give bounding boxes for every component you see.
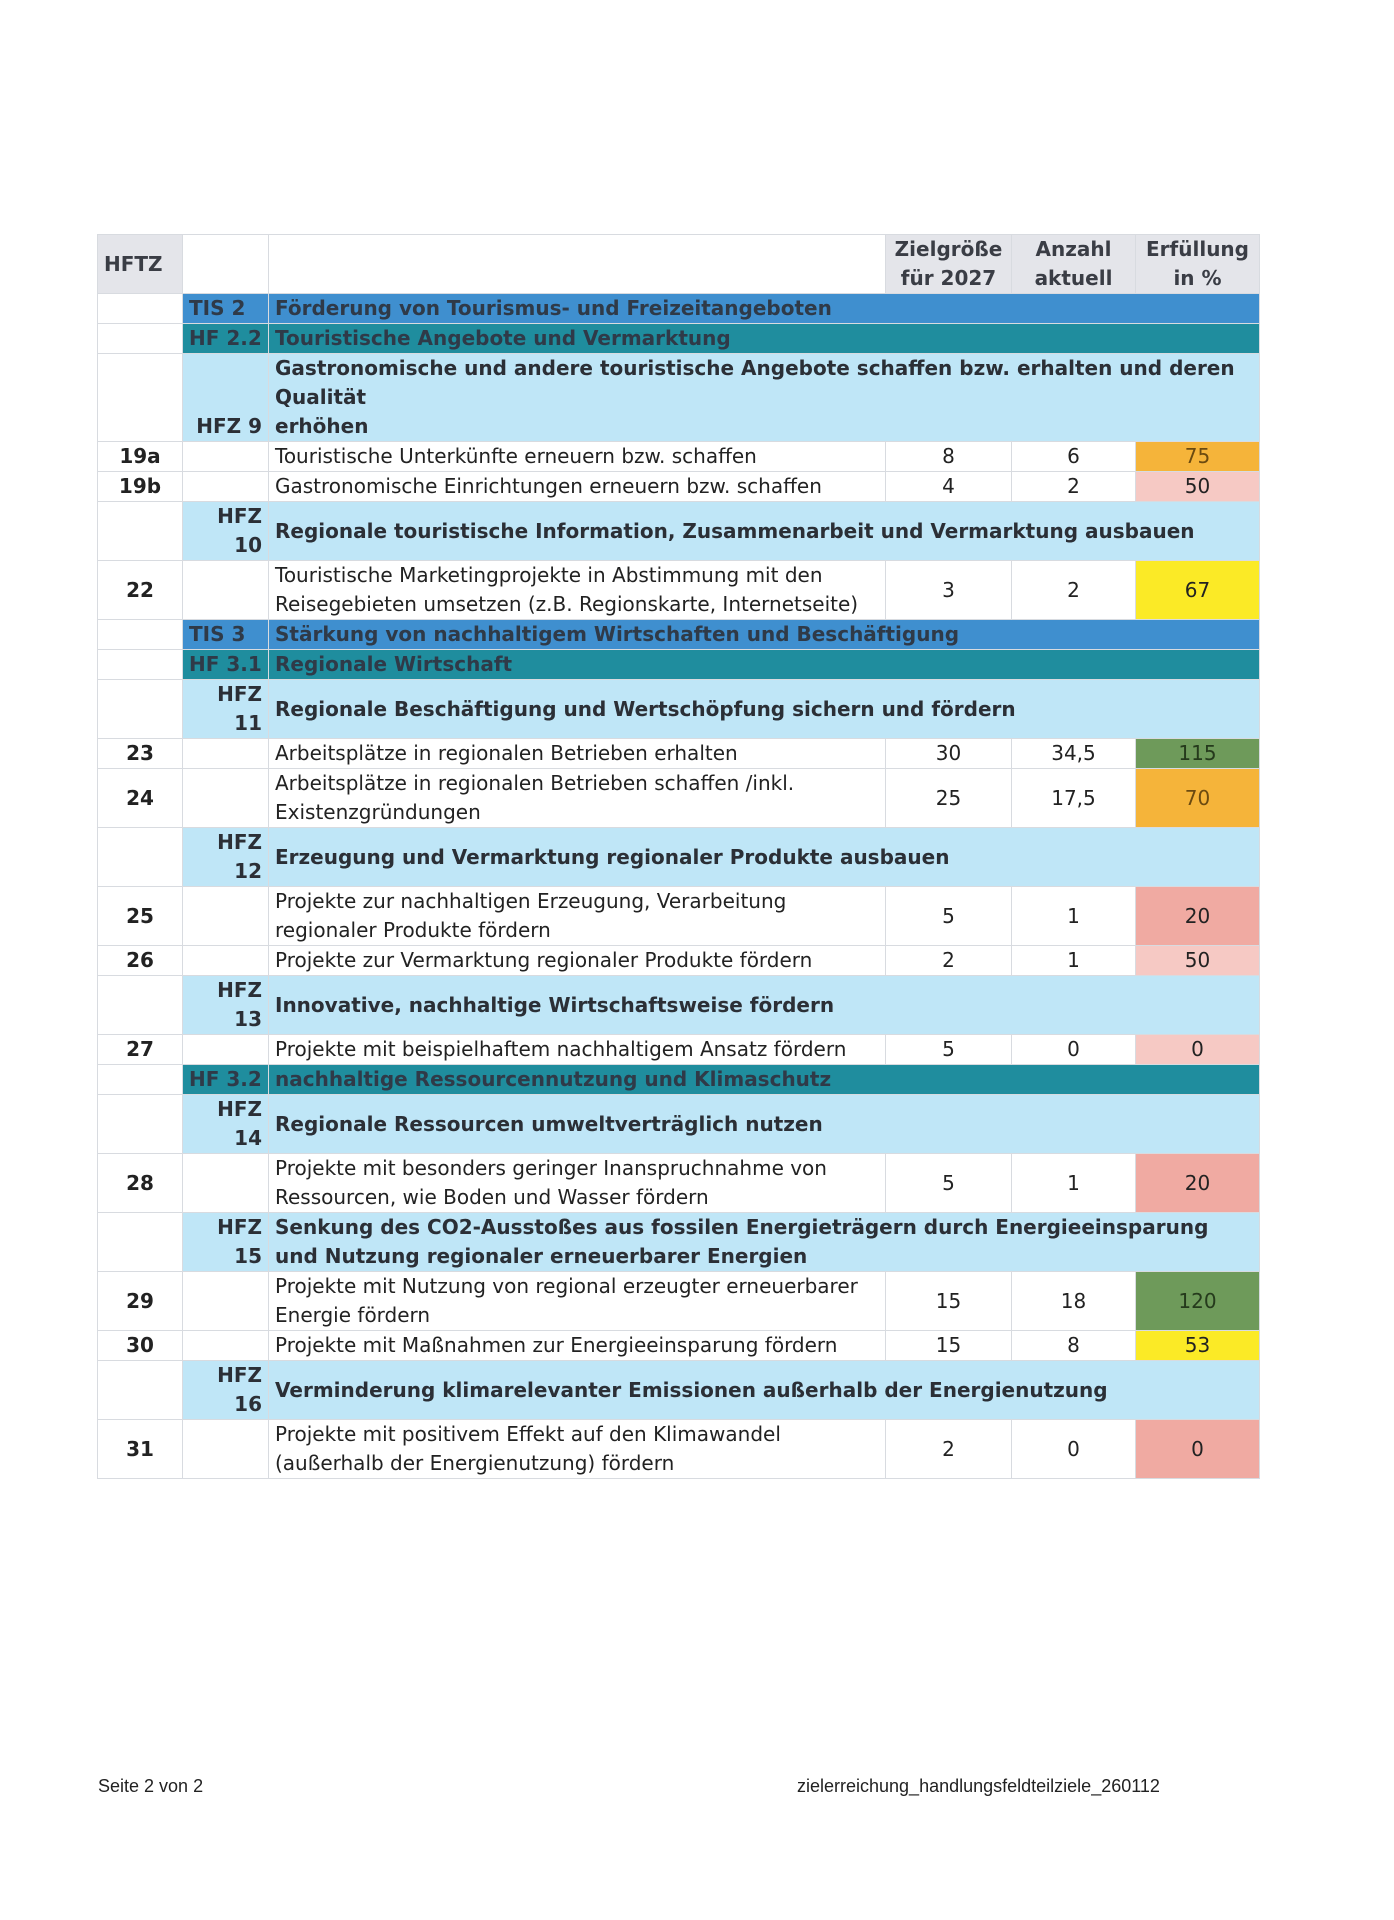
row-target: 5	[886, 887, 1012, 946]
footer-filename: zielerreichung_handlungsfeldteilziele_260112	[797, 1776, 1160, 1796]
row-current: 17,5	[1012, 769, 1136, 828]
section-row-hfz12	[98, 828, 1260, 887]
row-percent: 120	[1136, 1272, 1260, 1331]
row-id: 23	[98, 739, 183, 769]
section-code: HFZ 10	[183, 502, 269, 561]
row-current: 8	[1012, 1331, 1136, 1361]
row-current: 1	[1012, 1154, 1136, 1213]
row-current: 18	[1012, 1272, 1136, 1331]
header-percent: Erfüllung in %	[1136, 235, 1260, 294]
row-target: 15	[886, 1331, 1012, 1361]
table-row	[98, 1420, 1260, 1479]
section-title: Regionale touristische Information, Zusammenarbeit und Vermarktung ausbauen	[269, 502, 1260, 561]
row-current: 2	[1012, 472, 1136, 502]
section-row-tis2	[98, 294, 1260, 324]
header-hftz	[98, 235, 183, 294]
row-text: Projekte zur Vermarktung regionaler Produkte fördern	[269, 946, 886, 976]
table-row	[98, 561, 1260, 620]
row-current: 1	[1012, 887, 1136, 946]
row-percent: 115	[1136, 739, 1260, 769]
section-row-tis3	[98, 620, 1260, 650]
section-title: Verminderung klimarelevanter Emissionen außerhalb der Energienutzung	[269, 1361, 1260, 1420]
row-text: Touristische Unterkünfte erneuern bzw. schaffen	[269, 442, 886, 472]
row-text: Projekte mit Nutzung von regional erzeugter erneuerbarer Energie fördern	[269, 1272, 886, 1331]
section-code: HF 3.1	[183, 650, 269, 680]
section-code: HFZ 11	[183, 680, 269, 739]
row-target: 25	[886, 769, 1012, 828]
section-title: Regionale Wirtschaft	[269, 650, 1260, 680]
section-title: Förderung von Tourismus- und Freizeitangeboten	[269, 294, 1260, 324]
section-row-hf31	[98, 650, 1260, 680]
table-row	[98, 1035, 1260, 1065]
row-current: 34,5	[1012, 739, 1136, 769]
row-text: Gastronomische Einrichtungen erneuern bzw. schaffen	[269, 472, 886, 502]
row-percent: 0	[1136, 1420, 1260, 1479]
row-target: 4	[886, 472, 1012, 502]
row-percent: 75	[1136, 442, 1260, 472]
row-text: Arbeitsplätze in regionalen Betrieben schaffen /inkl. Existenzgründungen	[269, 769, 886, 828]
row-text: Projekte mit besonders geringer Inanspruchnahme von Ressourcen, wie Boden und Wasser fördern	[269, 1154, 886, 1213]
section-code: HFZ 14	[183, 1095, 269, 1154]
section-code: HF 3.2	[183, 1065, 269, 1095]
row-text: Touristische Marketingprojekte in Abstimmung mit den Reisegebieten umsetzen (z.B. Regionskarte, Internetseite)	[269, 561, 886, 620]
row-percent: 50	[1136, 946, 1260, 976]
section-title: Gastronomische und andere touristische Angebote schaffen bzw. erhalten und deren Qualität erhöhen	[269, 354, 1260, 442]
section-code: TIS 2	[183, 294, 269, 324]
section-row-hfz11	[98, 680, 1260, 739]
goals-table	[97, 234, 1260, 1479]
footer-page-number: Seite 2 von 2	[98, 1776, 204, 1796]
row-current: 1	[1012, 946, 1136, 976]
row-percent: 53	[1136, 1331, 1260, 1361]
row-target: 8	[886, 442, 1012, 472]
row-percent: 20	[1136, 1154, 1260, 1213]
table-row	[98, 1272, 1260, 1331]
section-title: Touristische Angebote und Vermarktung	[269, 324, 1260, 354]
row-current: 6	[1012, 442, 1136, 472]
section-code: HFZ 12	[183, 828, 269, 887]
row-id: 26	[98, 946, 183, 976]
section-row-hfz14	[98, 1095, 1260, 1154]
section-row-hfz13	[98, 976, 1260, 1035]
row-current: 2	[1012, 561, 1136, 620]
section-code: HFZ 15	[183, 1213, 269, 1272]
row-target: 30	[886, 739, 1012, 769]
row-id: 27	[98, 1035, 183, 1065]
section-title: nachhaltige Ressourcennutzung und Klimaschutz	[269, 1065, 1260, 1095]
table-row	[98, 769, 1260, 828]
section-title: Innovative, nachhaltige Wirtschaftsweise fördern	[269, 976, 1260, 1035]
table-row	[98, 739, 1260, 769]
row-target: 5	[886, 1154, 1012, 1213]
row-percent: 0	[1136, 1035, 1260, 1065]
section-title: Regionale Ressourcen umweltverträglich nutzen	[269, 1095, 1260, 1154]
table-row	[98, 442, 1260, 472]
table-header-row	[98, 235, 1260, 294]
row-id: 31	[98, 1420, 183, 1479]
row-id: 28	[98, 1154, 183, 1213]
table-row	[98, 1331, 1260, 1361]
table-row	[98, 946, 1260, 976]
row-target: 3	[886, 561, 1012, 620]
row-text: Projekte zur nachhaltigen Erzeugung, Verarbeitung regionaler Produkte fördern	[269, 887, 886, 946]
row-percent: 70	[1136, 769, 1260, 828]
section-code: HFZ 9	[183, 354, 269, 442]
row-id: 24	[98, 769, 183, 828]
header-current: Anzahl aktuell	[1012, 235, 1136, 294]
row-id: 25	[98, 887, 183, 946]
row-id: 19b	[98, 472, 183, 502]
row-percent: 67	[1136, 561, 1260, 620]
section-row-hfz10	[98, 502, 1260, 561]
row-percent: 50	[1136, 472, 1260, 502]
section-row-hfz15	[98, 1213, 1260, 1272]
row-current: 0	[1012, 1035, 1136, 1065]
row-percent: 20	[1136, 887, 1260, 946]
section-code: HFZ 16	[183, 1361, 269, 1420]
row-id: 29	[98, 1272, 183, 1331]
section-row-hfz9	[98, 354, 1260, 442]
header-target: Zielgröße für 2027	[886, 235, 1012, 294]
row-text: Projekte mit beispielhaftem nachhaltigem Ansatz fördern	[269, 1035, 886, 1065]
row-current: 0	[1012, 1420, 1136, 1479]
section-title: Erzeugung und Vermarktung regionaler Produkte ausbauen	[269, 828, 1260, 887]
section-code: TIS 3	[183, 620, 269, 650]
row-id: 30	[98, 1331, 183, 1361]
row-target: 15	[886, 1272, 1012, 1331]
row-target: 2	[886, 946, 1012, 976]
section-title: Stärkung von nachhaltigem Wirtschaften und Beschäftigung	[269, 620, 1260, 650]
section-row-hf32	[98, 1065, 1260, 1095]
row-text: Projekte mit Maßnahmen zur Energieeinsparung fördern	[269, 1331, 886, 1361]
row-target: 2	[886, 1420, 1012, 1479]
row-id: 19a	[98, 442, 183, 472]
section-code: HF 2.2	[183, 324, 269, 354]
section-code: HFZ 13	[183, 976, 269, 1035]
row-text: Projekte mit positivem Effekt auf den Klimawandel (außerhalb der Energienutzung) fördern	[269, 1420, 886, 1479]
row-text: Arbeitsplätze in regionalen Betrieben erhalten	[269, 739, 886, 769]
section-row-hf22	[98, 324, 1260, 354]
table-row	[98, 472, 1260, 502]
section-title: Regionale Beschäftigung und Wertschöpfung sichern und fördern	[269, 680, 1260, 739]
row-id: 22	[98, 561, 183, 620]
table-row	[98, 1154, 1260, 1213]
section-title: Senkung des CO2-Ausstoßes aus fossilen Energieträgern durch Energieeinsparung und Nutzung regionaler erneuerbarer Energien	[269, 1213, 1260, 1272]
row-target: 5	[886, 1035, 1012, 1065]
section-row-hfz16	[98, 1361, 1260, 1420]
header-hftz-label: HFTZ	[104, 251, 163, 276]
table-row	[98, 887, 1260, 946]
